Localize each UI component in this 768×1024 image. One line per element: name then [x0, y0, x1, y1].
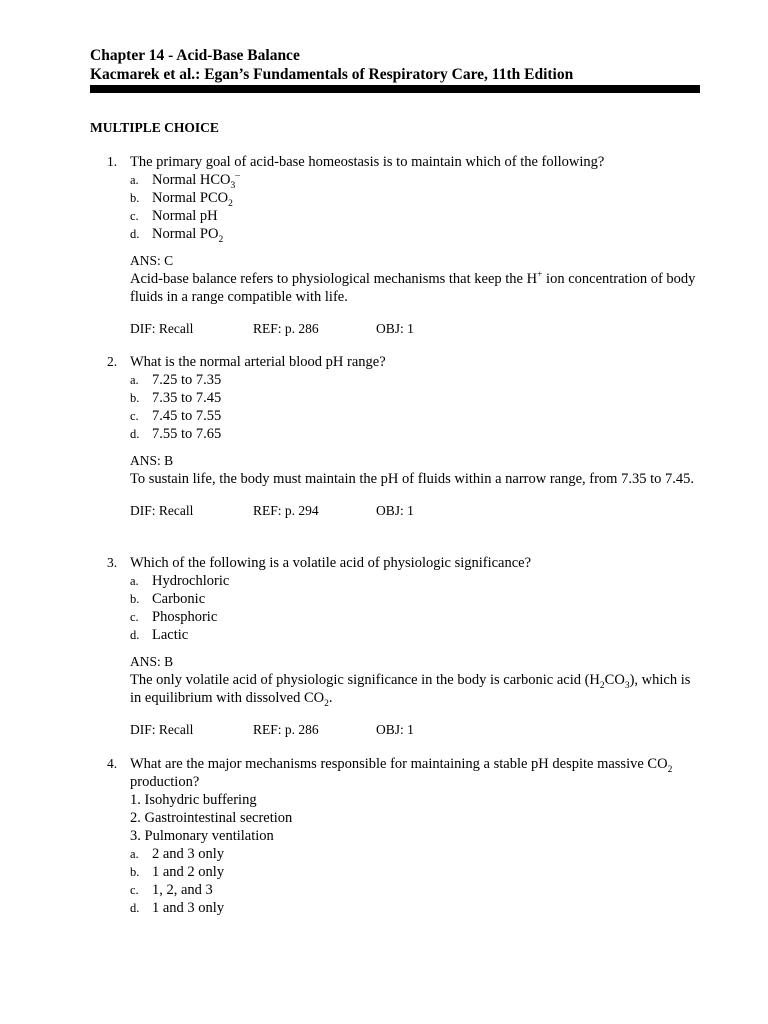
question-meta: [90, 502, 700, 520]
choice-b: b. 7.35 to 7.45: [130, 390, 222, 406]
header-rule: [90, 85, 700, 93]
question-number: 4.: [107, 756, 118, 771]
question-meta: [90, 320, 700, 338]
book-title: Kacmarek et al.: Egan’s Fundamentals of Respiratory Care, 11th Edition: [90, 66, 574, 83]
choice-b: b. Normal $PCO_2$: [130, 190, 233, 209]
choice-b: b. 1 and 2 only: [130, 864, 225, 880]
choice-a: a. Normal $HCO_3^-$: [130, 171, 241, 191]
obj-label: OBJ: 1: [376, 722, 414, 737]
answer-explanation: To sustain life, the body must maintain the pH of fluids within a narrow range, from 7.35 to 7.45.: [130, 471, 694, 487]
ref-label: REF: p. 286: [253, 722, 319, 737]
choice-c: c. 1, 2, and 3: [130, 882, 213, 898]
choice-a: a. 7.25 to 7.35: [130, 372, 222, 388]
answer-explanation: The only volatile acid of physiologic significance in the body is carbonic acid $(H_2CO_3)$, which is in equilibrium with dissolved $CO_2$.: [130, 672, 691, 709]
numbered-item: 2. Gastrointestinal secretion: [130, 810, 293, 826]
numbered-item: 1. Isohydric buffering: [130, 792, 257, 808]
dif-label: DIF: Recall: [130, 503, 194, 518]
ref-label: REF: p. 294: [253, 503, 319, 518]
section-title: MULTIPLE CHOICE: [90, 120, 219, 135]
choice-a: a. 2 and 3 only: [130, 846, 225, 862]
chapter-title: Chapter 14 - Acid-Base Balance: [90, 47, 300, 64]
answer-block: [90, 252, 700, 306]
question-stem: What is the normal arterial blood pH range?: [130, 354, 386, 370]
question-meta: [90, 721, 700, 739]
choice-d: d. 7.55 to 7.65: [130, 426, 222, 442]
choice-d: d. 1 and 3 only: [130, 900, 225, 916]
question-number: 3.: [107, 555, 118, 570]
answer-key: ANS: C: [130, 253, 174, 268]
answer-key: ANS: B: [130, 654, 174, 669]
question-stem: What are the major mechanisms responsible for maintaining a stable pH despite massive $CO_2$ production?: [130, 756, 673, 790]
question-1: [90, 153, 700, 338]
obj-label: OBJ: 1: [376, 503, 414, 518]
numbered-item: 3. Pulmonary ventilation: [130, 828, 274, 844]
question-4: [90, 755, 700, 917]
dif-label: DIF: Recall: [130, 321, 194, 336]
choice-d: d. Normal $PO_2$: [130, 226, 224, 245]
obj-label: OBJ: 1: [376, 321, 414, 336]
question-number: 2.: [107, 354, 118, 369]
answer-block: [90, 653, 700, 707]
answer-explanation: Acid-base balance refers to physiological mechanisms that keep the H+ ion concentration of body fluids in a range compatible with life.: [130, 270, 696, 305]
choice-a: a. Hydrochloric: [130, 573, 230, 589]
question-number: 1.: [107, 154, 118, 169]
dif-label: DIF: Recall: [130, 722, 194, 737]
question-stem: Which of the following is a volatile acid of physiologic significance?: [130, 555, 532, 571]
choice-c: c. 7.45 to 7.55: [130, 408, 222, 424]
question-3: [90, 554, 700, 739]
ref-label: REF: p. 286: [253, 321, 319, 336]
choice-c: c. Normal pH: [130, 208, 218, 224]
choice-b: b. Carbonic: [130, 591, 206, 607]
question-stem: The primary goal of acid-base homeostasis is to maintain which of the following?: [130, 154, 605, 170]
choice-c: c. Phosphoric: [130, 609, 218, 625]
question-2: [90, 353, 700, 520]
answer-block: [90, 452, 700, 488]
choice-d: d. Lactic: [130, 627, 189, 643]
document-header: [90, 46, 700, 84]
answer-key: ANS: B: [130, 453, 174, 468]
